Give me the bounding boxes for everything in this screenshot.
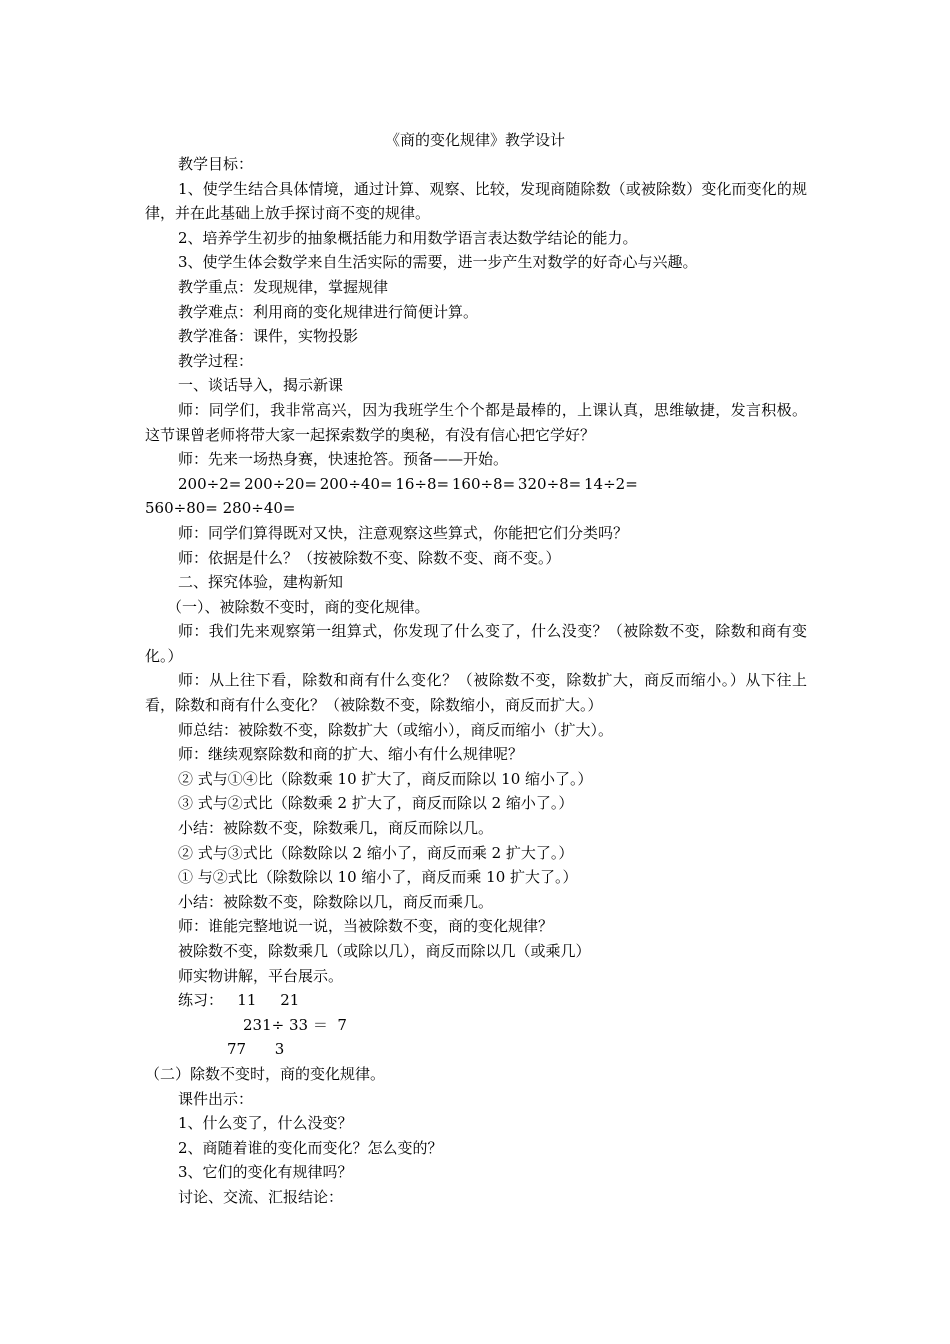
rule-statement: 被除数不变，除数乘几（或除以几），商反而除以几（或乘几） xyxy=(178,942,591,960)
subsection-heading-1: （一）、被除数不变时，商的变化规律。 xyxy=(167,597,430,616)
comparison-line: ① 与②式比（除数除以 10 缩小了，商反而乘 10 扩大了。） xyxy=(178,868,578,887)
paragraph: 讨论、交流、汇报结论： xyxy=(178,1187,344,1206)
question-item-1: 1、什么变了，什么没变？ xyxy=(178,1114,353,1133)
comparison-line: ② 式与①④比（除数乘 10 扩大了，商反而除以 10 缩小了。） xyxy=(178,769,593,788)
paragraph: 师实物讲解，平台展示。 xyxy=(178,966,344,985)
difficult-point: 教学难点：利用商的变化规律进行简便计算。 xyxy=(178,302,479,321)
subsection-heading-2: （二）除数不变时，商的变化规律。 xyxy=(145,1064,386,1083)
paragraph: 师：同学们算得既对又快，注意观察这些算式，你能把它们分类吗？ xyxy=(178,523,629,542)
section-heading-process: 教学过程： xyxy=(178,351,254,370)
preparation: 教学准备：课件，实物投影 xyxy=(178,327,359,346)
warmup-equations-line-2: 560÷80= 280÷40= xyxy=(145,499,296,518)
paragraph: 师：先来一场热身赛，快速抢答。预备——开始。 xyxy=(178,450,509,469)
document-title: 《商的变化规律》教学设计 xyxy=(384,131,565,149)
exercise-line-1: 练习： 11 21 xyxy=(178,991,300,1010)
objective-item-1: 1、使学生结合具体情境，通过计算、观察、比较，发现商随除数（或被除数）变化而变化的规律，并在此基础上放手探讨商不变的规律。 xyxy=(145,179,807,223)
question-item-2: 2、商随着谁的变化而变化？怎么变的？ xyxy=(178,1138,443,1157)
summary-line: 小结：被除数不变，除数除以几，商反而乘几。 xyxy=(178,892,494,911)
document-body xyxy=(145,152,807,1210)
paragraph: 师：同学们，我非常高兴，因为我班学生个个都是最棒的，上课认真，思维敏捷，发言积极。这节课曾老师将带大家一起探索数学的奥秘，有没有信心把它学好？ xyxy=(145,400,807,444)
exercise-line-2: 231÷ 33 ＝ 7 xyxy=(243,1015,347,1034)
part-one-heading: 一、谈话导入，揭示新课 xyxy=(178,376,344,395)
paragraph: 师总结：被除数不变，除数扩大（或缩小），商反而缩小（扩大）。 xyxy=(178,720,614,739)
objective-item-2: 2、培养学生初步的抽象概括能力和用数学语言表达数学结论的能力。 xyxy=(178,228,638,247)
paragraph: 课件出示： xyxy=(178,1089,254,1108)
comparison-line: ② 式与③式比（除数除以 2 缩小了，商反而乘 2 扩大了。） xyxy=(178,843,574,862)
objective-item-3: 3、使学生体会数学来自生活实际的需要，进一步产生对数学的好奇心与兴趣。 xyxy=(178,253,698,272)
warmup-equations-line-1: 200÷2= 200÷20= 200÷40= 16÷8= 160÷8= 320÷8= 14÷2= xyxy=(178,474,638,493)
key-point: 教学重点：发现规律，掌握规律 xyxy=(178,277,389,296)
section-heading-objectives: 教学目标： xyxy=(178,155,254,173)
comparison-line: ③ 式与②式比（除数乘 2 扩大了，商反而除以 2 缩小了。） xyxy=(178,794,574,813)
paragraph: 师：从上往下看，除数和商有什么变化？（被除数不变，除数扩大，商反而缩小。）从下往上看，除数和商有什么变化？（被除数不变，除数缩小，商反而扩大。） xyxy=(145,671,807,715)
part-two-heading: 二、探究体验，建构新知 xyxy=(178,573,344,592)
paragraph: 师：谁能完整地说一说，当被除数不变，商的变化规律？ xyxy=(178,917,554,936)
paragraph: 师：继续观察除数和商的扩大、缩小有什么规律呢？ xyxy=(178,745,524,764)
paragraph: 师：依据是什么？（按被除数不变、除数不变、商不变。） xyxy=(178,548,561,567)
paragraph: 师：我们先来观察第一组算式，你发现了什么变了，什么没变？（被除数不变，除数和商有变化。） xyxy=(145,622,807,665)
question-item-3: 3、它们的变化有规律吗？ xyxy=(178,1163,353,1182)
exercise-line-3: 77 3 xyxy=(227,1040,285,1059)
summary-line: 小结：被除数不变，除数乘几，商反而除以几。 xyxy=(178,819,494,838)
